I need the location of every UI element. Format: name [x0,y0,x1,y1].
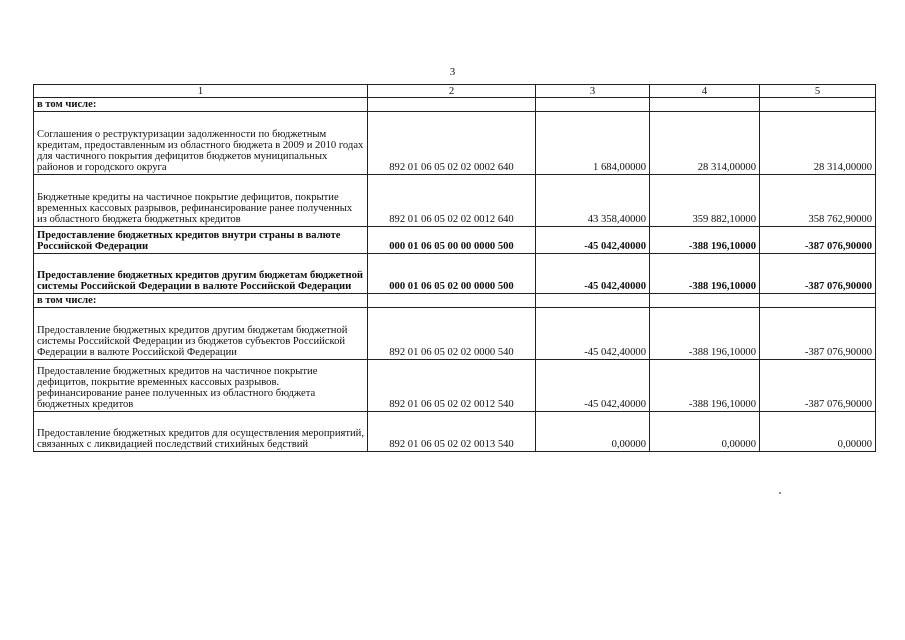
row-description: в том числе: [34,98,368,112]
row-value-col5: -387 076,90000 [760,308,876,360]
row-value-col5: -387 076,90000 [760,254,876,294]
table-row [34,308,876,360]
header-row [34,85,876,98]
empty-cell [536,294,650,308]
col-header-4: 4 [650,85,760,98]
row-value-col4: 28 314,00000 [650,112,760,175]
table-row [34,175,876,227]
col-header-5: 5 [760,85,876,98]
row-value-col5: 0,00000 [760,412,876,452]
row-value-col3: 0,00000 [536,412,650,452]
scan-speck [779,492,781,494]
table-header [34,85,876,98]
empty-cell [650,294,760,308]
row-description: Предоставление бюджетных кредитов другим бюджетам бюджетной системы Российской Федерации в валюте Российской Федерации [34,254,368,294]
row-value-col4: -388 196,10000 [650,308,760,360]
row-value-col3: -45 042,40000 [536,308,650,360]
table-row [34,112,876,175]
row-value-col4: 359 882,10000 [650,175,760,227]
row-value-col5: 358 762,90000 [760,175,876,227]
empty-cell [650,98,760,112]
row-value-col4: -388 196,10000 [650,254,760,294]
table-row-subheader [34,98,876,112]
row-code: 892 01 06 05 02 02 0002 640 [368,112,536,175]
row-value-col3: 1 684,00000 [536,112,650,175]
table-row-subheader [34,294,876,308]
row-code: 000 01 06 05 02 00 0000 500 [368,254,536,294]
row-code: 892 01 06 05 02 02 0012 640 [368,175,536,227]
col-header-3: 3 [536,85,650,98]
empty-cell [536,98,650,112]
row-description: Соглашения о реструктуризации задолженности по бюджетным кредитам, предоставленным из областного бюджета в 2009 и 2010 годах для частичного покрытия дефицитов бюджетов муниципальных районов и городского округа [34,112,368,175]
row-value-col5: 28 314,00000 [760,112,876,175]
page-number: 3 [449,66,456,78]
table-row [34,360,876,412]
row-value-col4: -388 196,10000 [650,227,760,254]
row-value-col4: 0,00000 [650,412,760,452]
row-code: 892 01 06 05 02 02 0012 540 [368,360,536,412]
row-description: Предоставление бюджетных кредитов другим бюджетам бюджетной системы Российской Федерации из бюджетов субъектов Российской Федерации в валюте Российской Федерации [34,308,368,360]
row-code: 892 01 06 05 02 02 0013 540 [368,412,536,452]
row-value-col4: -388 196,10000 [650,360,760,412]
row-value-col3: 43 358,40000 [536,175,650,227]
table-row [34,412,876,452]
empty-cell [368,294,536,308]
empty-cell [760,98,876,112]
row-value-col3: -45 042,40000 [536,360,650,412]
budget-table [33,84,876,452]
empty-cell [760,294,876,308]
row-description: в том числе: [34,294,368,308]
col-header-1: 1 [34,85,368,98]
col-header-2: 2 [368,85,536,98]
table-row-total [34,254,876,294]
empty-cell [368,98,536,112]
row-value-col3: -45 042,40000 [536,254,650,294]
row-description: Предоставление бюджетных кредитов на частичное покрытие дефицитов, покрытие временных кассовых разрывов. рефинансирование ранее полученных из областного бюджета бюджетных кредитов [34,360,368,412]
row-description: Бюджетные кредиты на частичное покрытие дефицитов, покрытие временных кассовых разрывов, рефинансирование ранее полученных из областного бюджета бюджетных кредитов [34,175,368,227]
table-row-total [34,227,876,254]
row-code: 000 01 06 05 00 00 0000 500 [368,227,536,254]
row-value-col5: -387 076,90000 [760,360,876,412]
row-value-col3: -45 042,40000 [536,227,650,254]
row-description: Предоставление бюджетных кредитов внутри страны в валюте Российской Федерации [34,227,368,254]
row-description: Предоставление бюджетных кредитов для осуществления мероприятий, связанных с ликвидацией последствий стихийных бедствий [34,412,368,452]
row-code: 892 01 06 05 02 02 0000 540 [368,308,536,360]
table-body [34,98,876,452]
row-value-col5: -387 076,90000 [760,227,876,254]
